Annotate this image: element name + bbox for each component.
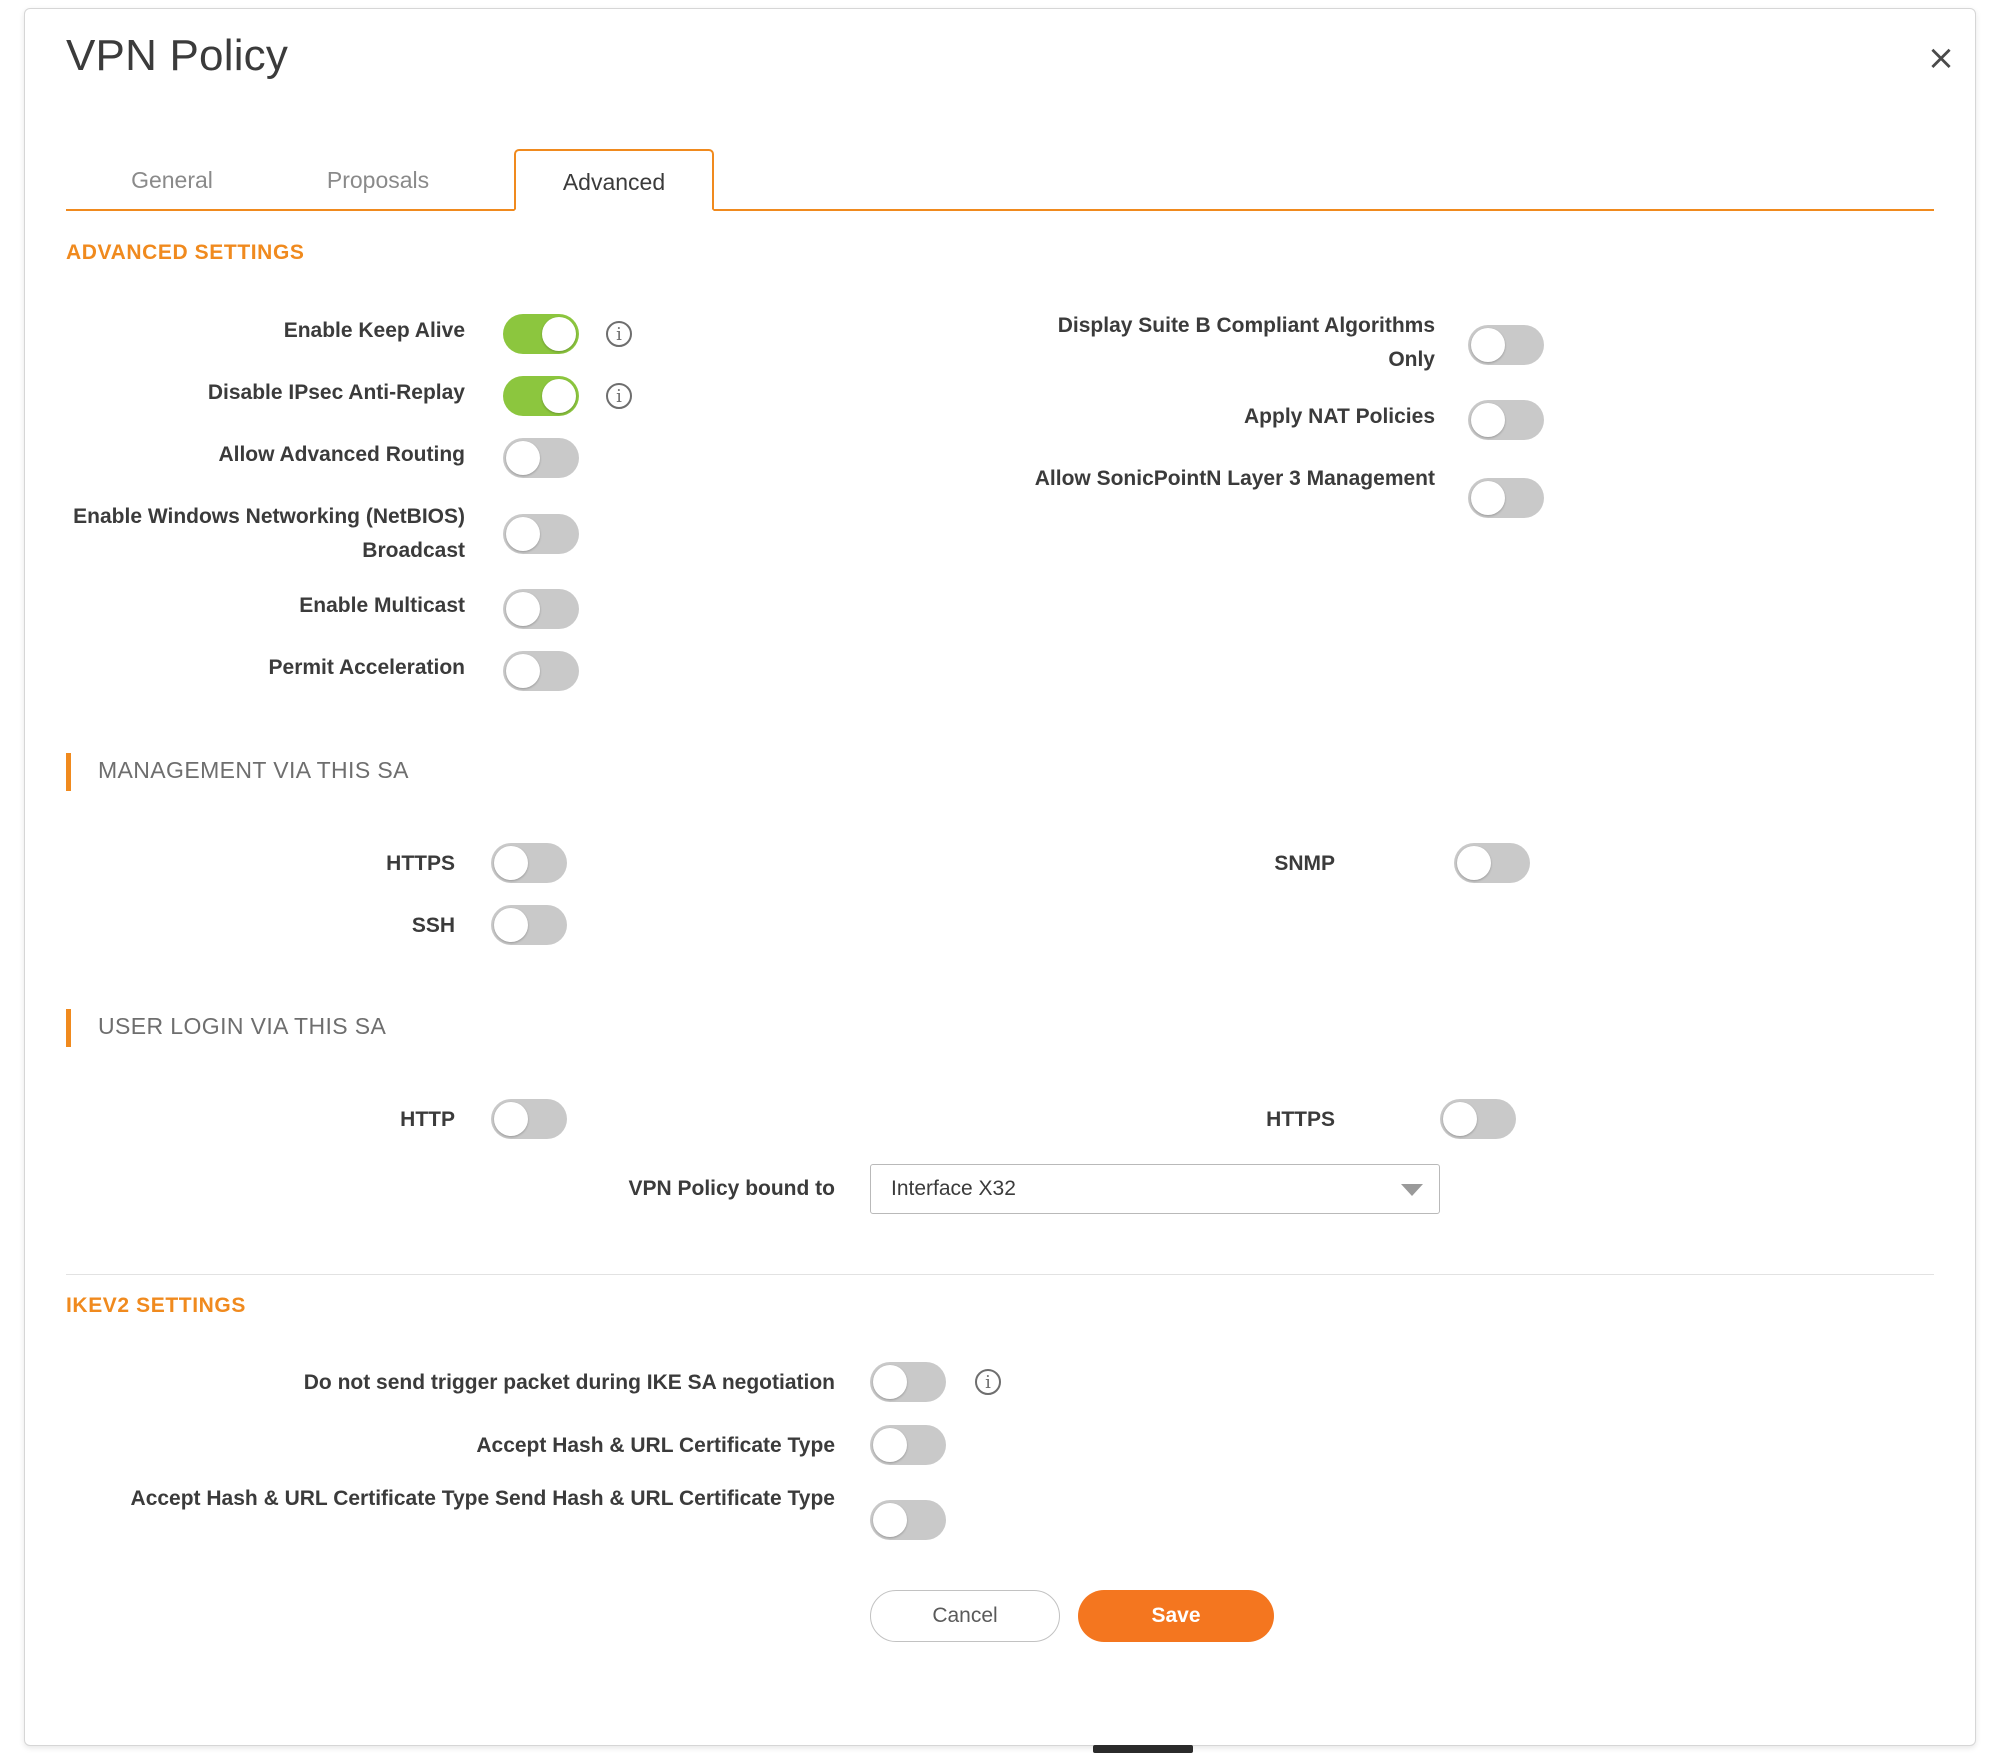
advanced-settings-heading: ADVANCED SETTINGS [66,241,305,264]
vpn-policy-bound-to-select[interactable] [870,1164,1440,1214]
page-title: VPN Policy [66,31,289,80]
save-button[interactable]: Save [1078,1590,1274,1642]
label-permit-acceleration: Permit Acceleration [268,656,465,679]
toggle-apply-nat-policies[interactable] [1468,400,1544,440]
label-disable-ipsec-anti-replay: Disable IPsec Anti-Replay [207,381,465,404]
toggle-management-ssh[interactable] [491,905,567,945]
toggle-allow-advanced-routing[interactable] [503,438,579,478]
label-user-login-https: HTTPS [1266,1108,1335,1131]
user-login-sa-heading: USER LOGIN VIA THIS SA [66,1013,386,1040]
toggle-accept-hash-url-cert[interactable] [870,1425,946,1465]
toggle-management-snmp[interactable] [1454,843,1530,883]
vpn-policy-dialog [24,8,1976,1746]
toggle-accept-send-hash-url-cert[interactable] [870,1500,946,1540]
tab-proposals[interactable]: Proposals [326,167,430,193]
tab-bar [66,149,1934,211]
label-management-https: HTTPS [386,852,455,875]
toggle-disable-ipsec-anti-replay[interactable] [503,376,579,416]
tab-advanced[interactable]: Advanced [514,149,714,211]
info-icon[interactable]: i [606,321,632,347]
label-accept-hash-url-cert: Accept Hash & URL Certificate Type [476,1434,835,1457]
label-management-ssh: SSH [411,914,455,937]
label-apply-nat-policies: Apply NAT Policies [1244,405,1435,428]
label-no-trigger-packet: Do not send trigger packet during IKE SA negotiation [303,1371,835,1394]
label-allow-advanced-routing: Allow Advanced Routing [218,443,465,466]
toggle-allow-sonicpointn-l3[interactable] [1468,478,1544,518]
cancel-button[interactable]: Cancel [870,1590,1060,1642]
label-accept-send-hash-url-cert: Accept Hash & URL Certificate Type Send Hash & URL Certificate Type [130,1487,835,1510]
info-icon[interactable]: i [606,383,632,409]
label-allow-sonicpointn-l3: Allow SonicPointN Layer 3 Management [1034,467,1435,490]
close-icon[interactable]: × [1926,38,1956,78]
label-enable-multicast: Enable Multicast [299,594,465,617]
toggle-management-https[interactable] [491,843,567,883]
vpn-policy-bound-to-value: Interface X32 [891,1177,1016,1200]
toggle-enable-keep-alive[interactable] [503,314,579,354]
label-management-snmp: SNMP [1274,852,1335,875]
label-user-login-http: HTTP [400,1108,455,1131]
window-handle [1093,1745,1193,1753]
chevron-down-icon [1401,1184,1423,1196]
management-sa-heading: MANAGEMENT VIA THIS SA [66,757,409,784]
ikev2-settings-heading: IKEV2 SETTINGS [66,1294,246,1317]
toggle-user-login-http[interactable] [491,1099,567,1139]
label-display-suite-b: Display Suite B Compliant Algorithms Only [1057,314,1435,371]
toggle-user-login-https[interactable] [1440,1099,1516,1139]
tab-general[interactable]: General [131,167,213,193]
toggle-no-trigger-packet[interactable] [870,1362,946,1402]
toggle-display-suite-b[interactable] [1468,325,1544,365]
info-icon[interactable]: i [975,1369,1001,1395]
label-vpn-policy-bound-to: VPN Policy bound to [628,1177,835,1200]
label-enable-keep-alive: Enable Keep Alive [283,319,465,342]
label-enable-windows-networking: Enable Windows Networking (NetBIOS) Broadcast [73,505,465,562]
toggle-permit-acceleration[interactable] [503,651,579,691]
divider [66,1274,1934,1275]
toggle-enable-multicast[interactable] [503,589,579,629]
toggle-enable-windows-networking[interactable] [503,514,579,554]
